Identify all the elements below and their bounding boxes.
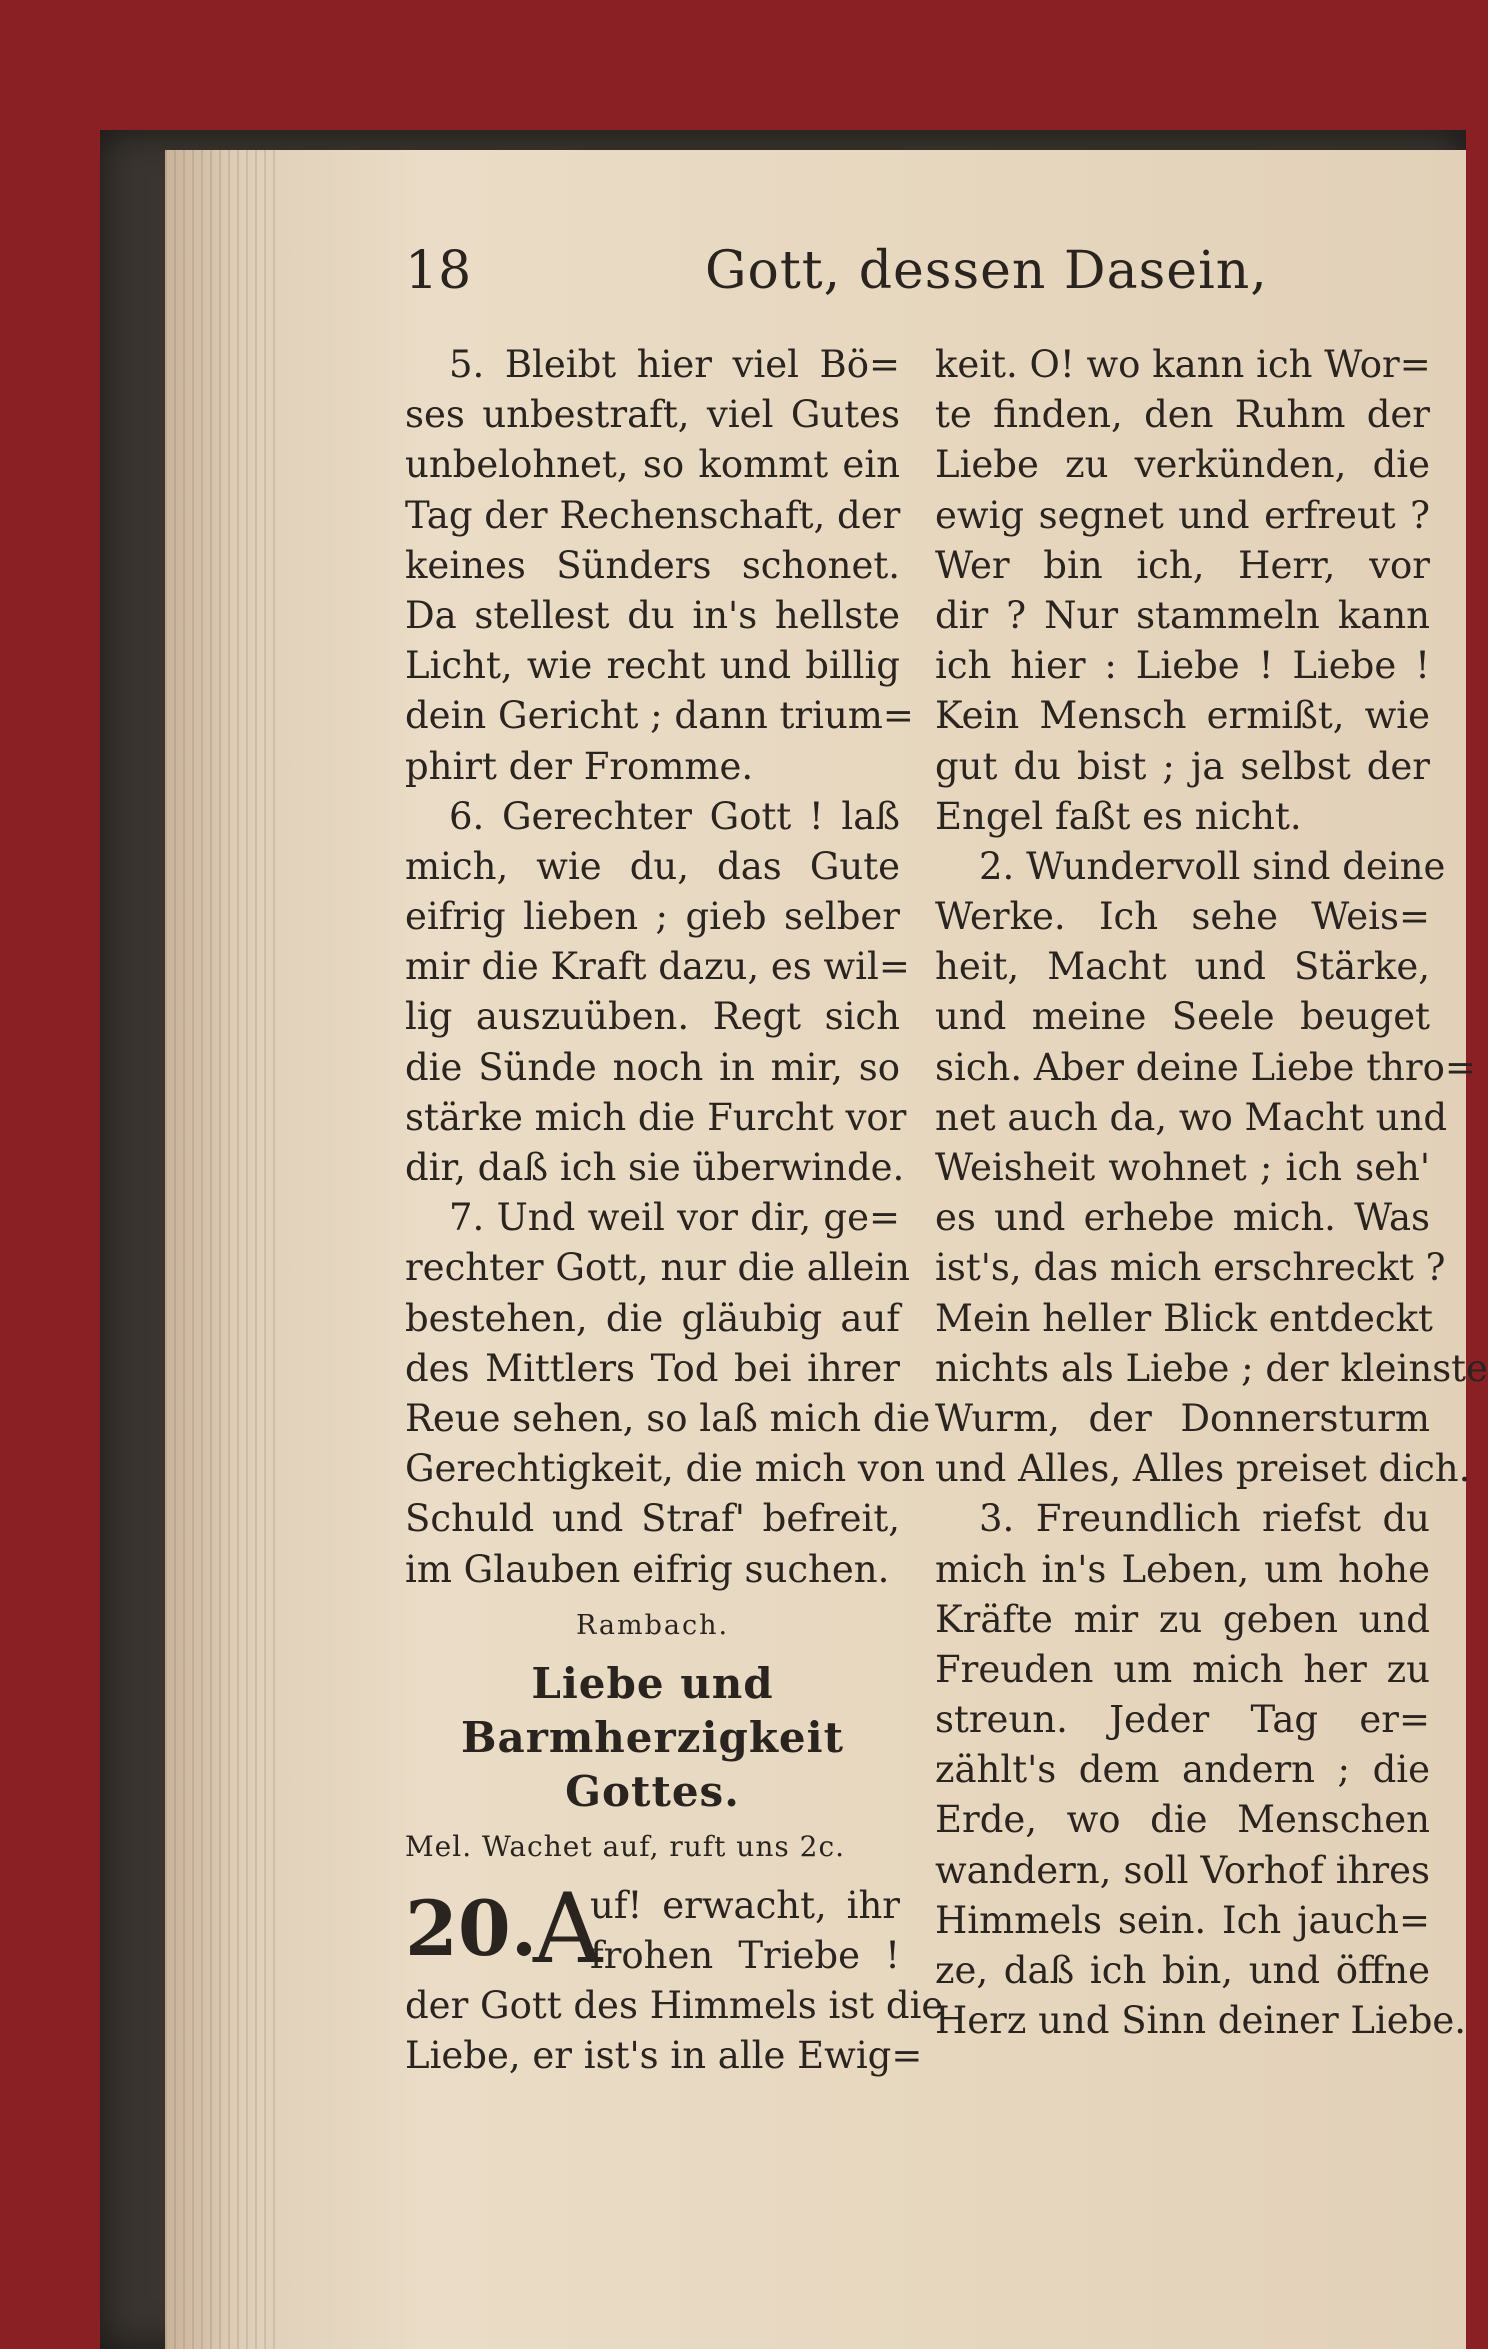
text-line: Schuld und Straf' befreit, bbox=[405, 1497, 900, 1541]
text-line: dir, daß ich sie überwinde. bbox=[405, 1146, 905, 1189]
text-line: keines Sünders schonet. bbox=[405, 543, 900, 587]
text-line: Kein Mensch ermißt, wie bbox=[935, 694, 1430, 738]
page-number: 18 bbox=[405, 241, 472, 301]
text-line: 7. Und weil vor dir, ge= bbox=[449, 1196, 900, 1240]
text-line: dein Gericht ; dann trium= bbox=[405, 694, 914, 738]
text-line: Werke. Ich sehe Weis= bbox=[935, 895, 1430, 939]
text-line: eifrig lieben ; gieb selber bbox=[405, 895, 900, 939]
right-column bbox=[935, 340, 1488, 2046]
text-line: Tag der Rechenschaft, der bbox=[405, 493, 901, 537]
text-line: Wurm, der Donnersturm bbox=[935, 1396, 1430, 1440]
text-line: sich. Aber deine Liebe thro= bbox=[935, 1045, 1476, 1089]
text-line: streun. Jeder Tag er= bbox=[935, 1698, 1430, 1742]
text-line: Weisheit wohnet ; ich seh' bbox=[935, 1146, 1430, 1189]
text-line: es und erhebe mich. Was bbox=[935, 1196, 1430, 1240]
text-line: rechter Gott, nur die allein bbox=[405, 1246, 911, 1290]
text-line: 3. Freundlich riefst du bbox=[979, 1497, 1430, 1541]
text-line: Gerechtigkeit, die mich von bbox=[405, 1447, 925, 1491]
text-line: gut du bist ; ja selbst der bbox=[935, 744, 1430, 788]
text-line: ist's, das mich erschreckt ? bbox=[935, 1246, 1446, 1290]
text-line: Liebe zu verkünden, die bbox=[935, 443, 1430, 487]
text-line: heit, Macht und Stärke, bbox=[935, 945, 1430, 989]
text-line: ze, daß ich bin, und öffne bbox=[935, 1949, 1430, 1992]
text-line: 2. Wundervoll sind deine bbox=[979, 844, 1446, 888]
text-line: des Mittlers Tod bei ihrer bbox=[405, 1346, 900, 1390]
drop-cap: A bbox=[533, 1872, 603, 1985]
text-line: lig auszuüben. Regt sich bbox=[405, 995, 900, 1039]
hymn-title-line-2: Gottes. bbox=[565, 1766, 740, 1816]
text-line: ich hier : Liebe ! Liebe ! bbox=[935, 644, 1430, 688]
text-line: Liebe, er ist's in alle Ewig= bbox=[405, 2033, 923, 2077]
text-line: dir ? Nur stammeln kann bbox=[935, 593, 1430, 637]
text-line: Himmels sein. Ich jauch= bbox=[935, 1898, 1430, 1942]
text-line: stärke mich die Furcht vor bbox=[405, 1095, 907, 1139]
text-line: mir die Kraft dazu, es wil= bbox=[405, 945, 910, 989]
page-gutter-edges bbox=[165, 150, 275, 2349]
text-line: mich, wie du, das Gute bbox=[405, 844, 900, 888]
hymn-title-line-1: Liebe und Barmherzigkeit bbox=[460, 1658, 845, 1762]
text-line: Herz und Sinn deiner Liebe. bbox=[935, 1999, 1467, 2043]
text-line: net auch da, wo Macht und bbox=[935, 1095, 1448, 1139]
melody-reference: Mel. Wachet auf, ruft uns 2c. bbox=[405, 1829, 846, 1863]
text-line: frohen Triebe ! bbox=[590, 1933, 900, 1977]
text-line: Mein heller Blick entdeckt bbox=[935, 1296, 1433, 1340]
text-line: 5. Bleibt hier viel Bö= bbox=[449, 343, 900, 386]
text-line: Reue sehen, so laß mich die bbox=[405, 1396, 931, 1440]
text-line: te finden, den Ruhm der bbox=[935, 393, 1430, 437]
text-line: Freuden um mich her zu bbox=[935, 1647, 1430, 1691]
text-line: Da stellest du in's hellste bbox=[405, 593, 900, 637]
hymn-start bbox=[405, 1872, 900, 1985]
left-column bbox=[405, 340, 944, 2081]
text-line: wandern, soll Vorhof ihres bbox=[935, 1848, 1430, 1892]
text-line: der Gott des Himmels ist die bbox=[405, 1983, 944, 2027]
text-line: 6. Gerechter Gott ! laß bbox=[449, 794, 900, 838]
text-line: keit. O! wo kann ich Wor= bbox=[935, 343, 1431, 386]
text-line: Erde, wo die Menschen bbox=[935, 1798, 1430, 1842]
text-line: Licht, wie recht und billig bbox=[405, 644, 900, 688]
text-line: nichts als Liebe ; der kleinste bbox=[935, 1346, 1488, 1390]
text-line: bestehen, die gläubig auf bbox=[405, 1296, 900, 1340]
page-header bbox=[405, 236, 1435, 306]
text-line: mich in's Leben, um hohe bbox=[935, 1547, 1430, 1591]
text-line: Kräfte mir zu geben und bbox=[935, 1597, 1430, 1641]
text-line: Engel faßt es nicht. bbox=[935, 794, 1302, 838]
text-line: zählt's dem andern ; die bbox=[935, 1748, 1430, 1792]
hymn-number: 20. bbox=[405, 1883, 538, 1973]
text-line: ewig segnet und erfreut ? bbox=[935, 493, 1430, 537]
hymn-author: Rambach. bbox=[575, 1609, 730, 1641]
text-line: im Glauben eifrig suchen. bbox=[405, 1547, 890, 1591]
hymn-first-lines bbox=[590, 1881, 900, 1981]
text-line: uf! erwacht, ihr bbox=[590, 1883, 900, 1927]
text-line: unbelohnet, so kommt ein bbox=[405, 443, 900, 487]
text-line: Wer bin ich, Herr, vor bbox=[935, 543, 1430, 587]
running-head: Gott, dessen Dasein, bbox=[705, 241, 1268, 301]
text-line: und Alles, Alles preiset dich. bbox=[935, 1447, 1471, 1491]
text-line: phirt der Fromme. bbox=[405, 744, 754, 788]
text-line: die Sünde noch in mir, so bbox=[405, 1045, 900, 1089]
text-line: ses unbestraft, viel Gutes bbox=[405, 393, 900, 437]
text-line: und meine Seele beuget bbox=[935, 995, 1430, 1039]
